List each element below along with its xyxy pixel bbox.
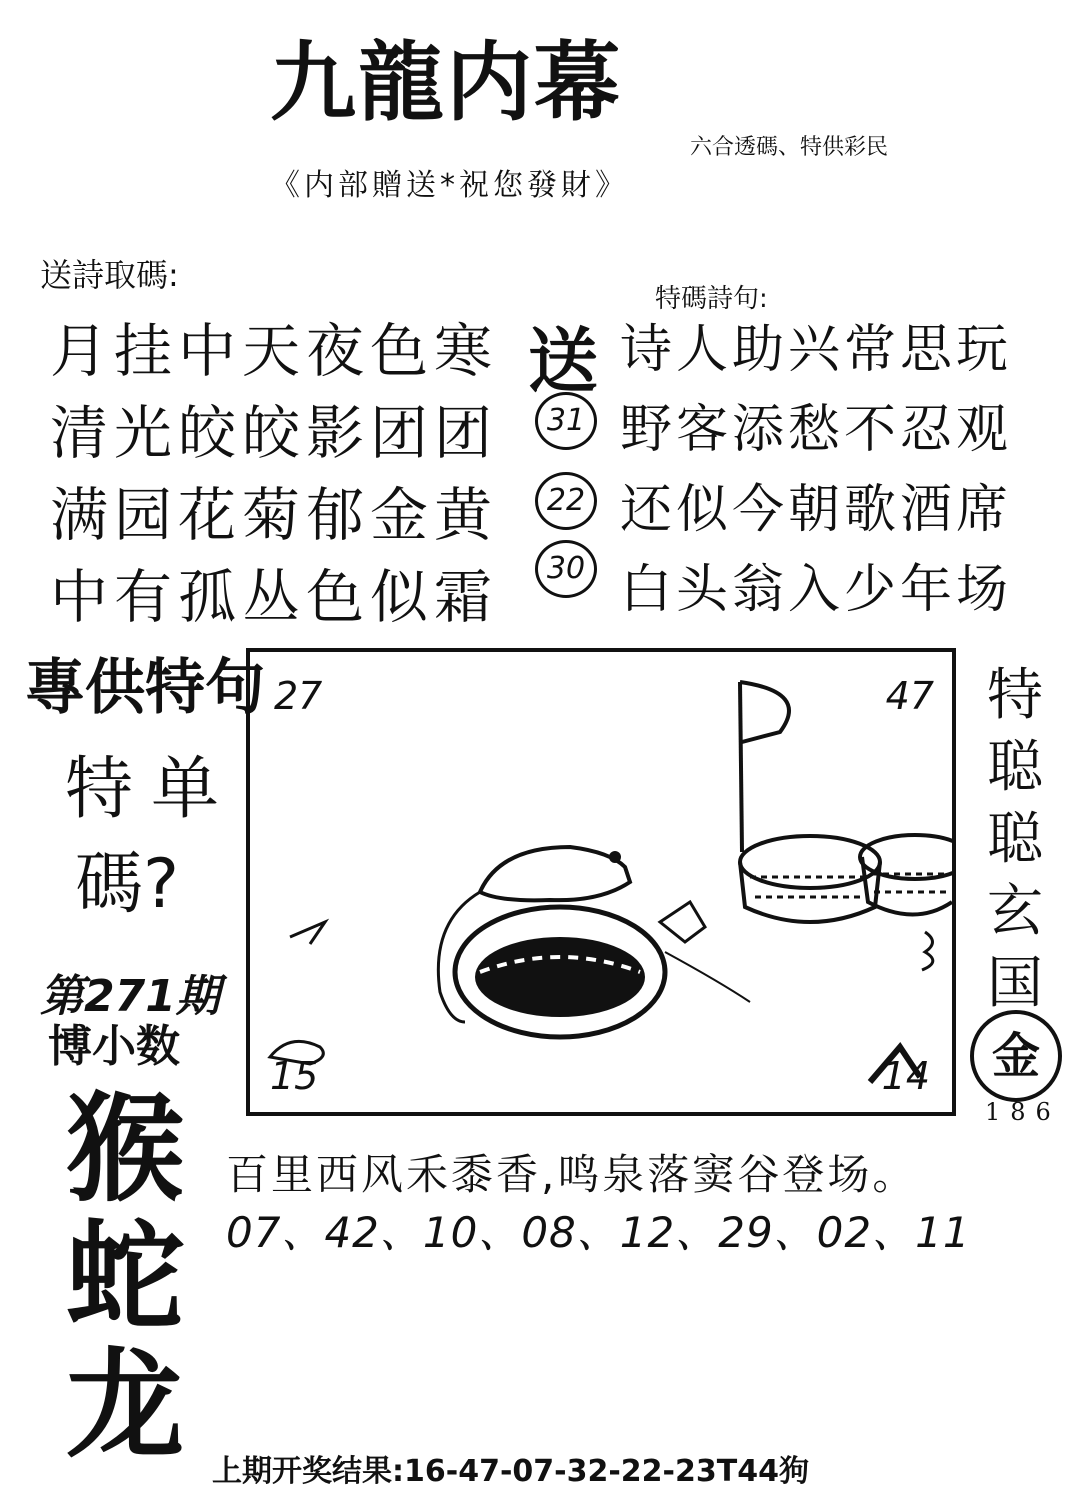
poem-left-title: 送詩取碼: [40, 256, 179, 294]
issue-number: 第271期 [40, 971, 220, 1022]
sketch-illustration [250, 652, 952, 1112]
right-column-char: 聪 [987, 735, 1043, 800]
poem-right-line: 白头翁入少年场 [620, 560, 1013, 620]
poem-left-line: 月挂中天夜色寒 [50, 317, 499, 385]
flag-icon [740, 682, 789, 742]
page-subtitle: 六合透碼、特供彩民 [690, 135, 889, 160]
gold-seal: 金 [970, 1010, 1062, 1102]
watermelon-stripes [475, 937, 645, 1017]
zodiac-char: 猴 [65, 1080, 184, 1218]
side-number: 186 [985, 1098, 1061, 1126]
bo-label: 博小数 [48, 1021, 180, 1072]
right-column-char: 特 [987, 663, 1043, 728]
zodiac-list [55, 1080, 195, 1474]
corner-number: 27 [274, 674, 323, 718]
zodiac-char: 龙 [65, 1336, 184, 1474]
stick-icon [870, 1047, 920, 1082]
right-column-char: 聪 [987, 807, 1043, 872]
bottom-numbers: 07、42、10、08、12、29、02、11 [226, 1208, 971, 1257]
poem-left-line: 清光皎皎影团团 [50, 399, 499, 467]
circled-number: 30 [535, 540, 597, 598]
song-mark: 送 [528, 320, 598, 402]
basket-icon [860, 835, 952, 879]
circled-number: 31 [535, 392, 597, 450]
special-single: 特单 [65, 750, 238, 829]
poem-right-line: 还似今朝歌酒席 [620, 480, 1013, 540]
special-code: 碼? [75, 845, 180, 924]
right-column-char: 国 [987, 951, 1043, 1016]
page-title: 九龍内幕 [270, 33, 622, 133]
poem-right-title: 特碼詩句: [655, 284, 768, 314]
circled-number: 22 [535, 472, 597, 530]
picture-frame [246, 648, 956, 1116]
special-title: 專供特句 [25, 653, 265, 723]
zodiac-char: 蛇 [65, 1208, 184, 1346]
right-column [985, 660, 1045, 1020]
poem-left-line: 满园花菊郁金黄 [50, 481, 499, 549]
gift-banner: 《内部贈送*祝您發財》 [270, 168, 629, 203]
corner-number: 14 [881, 1054, 930, 1098]
right-column-char: 玄 [987, 879, 1043, 944]
poem-left-line: 中有孤丛色似霜 [50, 563, 499, 631]
rat-icon [480, 847, 630, 900]
flag-pole [740, 682, 742, 852]
bottom-poem: 百里西风禾黍香,鸣泉落窦谷登场。 [226, 1150, 918, 1199]
corner-number: 15 [270, 1054, 319, 1098]
poem-right-line: 诗人助兴常思玩 [620, 320, 1013, 380]
mouse-icon [270, 1041, 323, 1064]
poem-left-lines [50, 310, 498, 638]
leaf-icon [660, 902, 705, 942]
poem-right-line: 野客添愁不忍观 [620, 400, 1013, 460]
basket-icon [740, 836, 880, 888]
poem-right-lines [620, 310, 1012, 630]
corner-number: 47 [885, 674, 934, 718]
last-result: 上期开奖结果:16-47-07-32-22-23T44狗 [212, 1454, 809, 1489]
